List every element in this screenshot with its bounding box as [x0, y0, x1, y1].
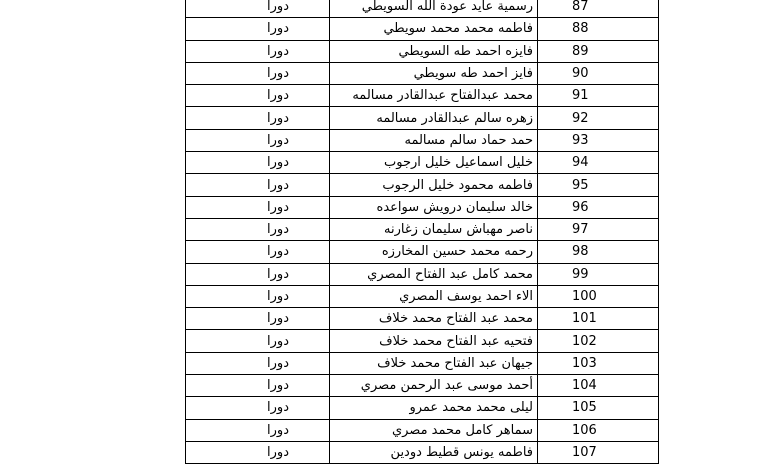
town-cell: دورا [186, 352, 330, 374]
number-cell: 91 [538, 85, 659, 107]
number-cell: 94 [538, 152, 659, 174]
name-cell: رسمية عايد عودة الله السويطي [330, 0, 538, 18]
name-cell: رحمه محمد حسين المخارزه [330, 241, 538, 263]
roster-body [186, 0, 659, 464]
town-cell: دورا [186, 196, 330, 218]
table-row [186, 107, 659, 129]
name-cell: الاء احمد يوسف المصري [330, 285, 538, 307]
number-cell: 88 [538, 18, 659, 40]
town-cell: دورا [186, 397, 330, 419]
name-cell: خالد سليمان درويش سواعده [330, 196, 538, 218]
number-cell: 98 [538, 241, 659, 263]
number-cell: 102 [538, 330, 659, 352]
number-cell: 107 [538, 441, 659, 463]
name-cell: محمد عبد الفتاح محمد خلاف [330, 308, 538, 330]
name-cell: ليلى محمد محمد عمرو [330, 397, 538, 419]
table-row [186, 40, 659, 62]
name-cell: فاطمه محمد محمد سويطي [330, 18, 538, 40]
name-cell: خليل اسماعيل خليل ارجوب [330, 152, 538, 174]
name-cell: فايز احمد طه سويطي [330, 62, 538, 84]
table-row [186, 441, 659, 463]
town-cell: دورا [186, 0, 330, 18]
town-cell: دورا [186, 285, 330, 307]
name-cell: فتحيه عبد الفتاح محمد خلاف [330, 330, 538, 352]
town-cell: دورا [186, 375, 330, 397]
town-cell: دورا [186, 441, 330, 463]
town-cell: دورا [186, 419, 330, 441]
roster-table [185, 0, 659, 464]
table-row [186, 218, 659, 240]
name-cell: محمد عبدالفتاح عبدالقادر مسالمه [330, 85, 538, 107]
name-cell: حمد حماد سالم مسالمه [330, 129, 538, 151]
number-cell: 87 [538, 0, 659, 18]
number-cell: 96 [538, 196, 659, 218]
table-row [186, 241, 659, 263]
number-cell: 104 [538, 375, 659, 397]
table-row [186, 18, 659, 40]
number-cell: 89 [538, 40, 659, 62]
table-row [186, 62, 659, 84]
number-cell: 106 [538, 419, 659, 441]
table-row [186, 419, 659, 441]
table-row [186, 285, 659, 307]
table-row [186, 397, 659, 419]
number-cell: 95 [538, 174, 659, 196]
town-cell: دورا [186, 18, 330, 40]
name-cell: سماهر كامل محمد مصري [330, 419, 538, 441]
number-cell: 99 [538, 263, 659, 285]
town-cell: دورا [186, 330, 330, 352]
town-cell: دورا [186, 85, 330, 107]
table-row [186, 0, 659, 18]
number-cell: 93 [538, 129, 659, 151]
table-row [186, 263, 659, 285]
number-cell: 92 [538, 107, 659, 129]
town-cell: دورا [186, 107, 330, 129]
table-row [186, 85, 659, 107]
number-cell: 100 [538, 285, 659, 307]
name-cell: محمد كامل عبد الفتاح المصري [330, 263, 538, 285]
town-cell: دورا [186, 62, 330, 84]
table-row [186, 129, 659, 151]
name-cell: جيهان عبد الفتاح محمد خلاف [330, 352, 538, 374]
town-cell: دورا [186, 129, 330, 151]
table-row [186, 375, 659, 397]
table-row [186, 174, 659, 196]
town-cell: دورا [186, 241, 330, 263]
town-cell: دورا [186, 40, 330, 62]
name-cell: فاطمه محمود خليل الرجوب [330, 174, 538, 196]
number-cell: 101 [538, 308, 659, 330]
name-cell: ناصر مهباش سليمان زغارنه [330, 218, 538, 240]
number-cell: 103 [538, 352, 659, 374]
number-cell: 97 [538, 218, 659, 240]
name-cell: زهره سالم عبدالقادر مسالمه [330, 107, 538, 129]
table-row [186, 330, 659, 352]
town-cell: دورا [186, 263, 330, 285]
town-cell: دورا [186, 152, 330, 174]
name-cell: فايزه احمد طه السويطي [330, 40, 538, 62]
town-cell: دورا [186, 174, 330, 196]
table-row [186, 308, 659, 330]
number-cell: 105 [538, 397, 659, 419]
table-row [186, 152, 659, 174]
table-row [186, 196, 659, 218]
name-cell: أحمد موسى عبد الرحمن مصري [330, 375, 538, 397]
table-row [186, 352, 659, 374]
number-cell: 90 [538, 62, 659, 84]
name-cell: فاطمه يونس قطيط دودين [330, 441, 538, 463]
town-cell: دورا [186, 308, 330, 330]
town-cell: دورا [186, 218, 330, 240]
